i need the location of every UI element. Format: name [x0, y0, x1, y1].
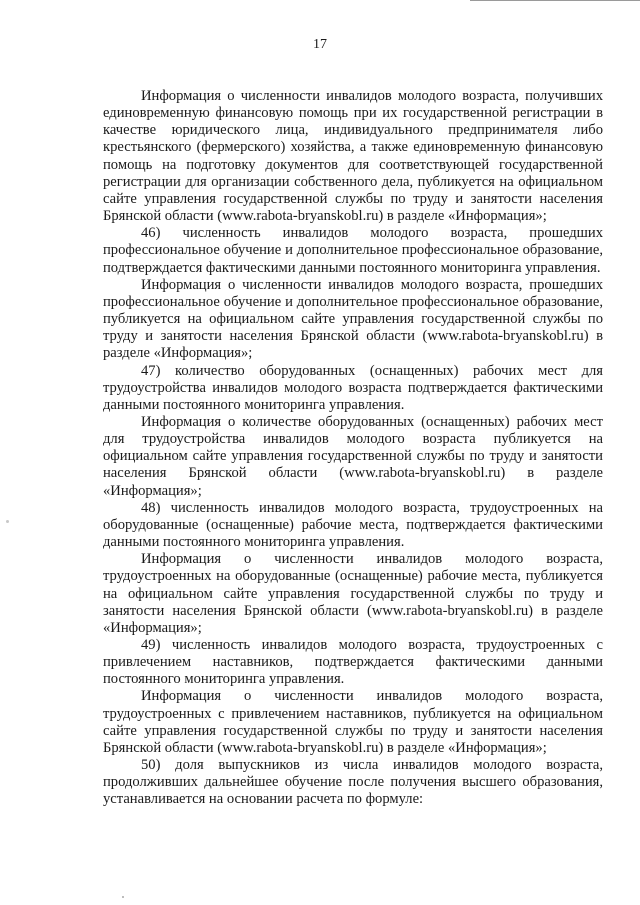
document-body: [103, 88, 603, 809]
paragraph-info-training: Информация о численности инвалидов молодого возраста, прошедших профессиональное обучение и дополнительное профессиональное образование, публикуется на официальном сайте управления государственной службы по труду и занятости населения Брянской области (www.rabota-bryanskobl.ru) в разделе «Информация»;: [103, 276, 603, 362]
paragraph-item-47: 47) количество оборудованных (оснащенных) рабочих мест для трудоустройства инвалидов молодого возраста подтверждается фактическими данными постоянного мониторинга управления.: [103, 362, 603, 413]
paragraph-info-mentors: Информация о численности инвалидов молодого возраста, трудоустроенных с привлечением наставников, публикуется на официальном сайте управления государственной службы по труду и занятости населения Брянской области (www.rabota-bryanskobl.ru) в разделе «Информация»;: [103, 688, 603, 756]
paragraph-item-46: 46) численность инвалидов молодого возраста, прошедших профессиональное обучение и дополнительное профессиональное образование, подтверждается фактическими данными постоянного мониторинга управления.: [103, 225, 603, 276]
paragraph-item-49: 49) численность инвалидов молодого возраста, трудоустроенных с привлечением наставников, подтверждается фактическими данными постоянного мониторинга управления.: [103, 637, 603, 688]
paragraph-info-workplaces: Информация о количестве оборудованных (оснащенных) рабочих мест для трудоустройства инвалидов молодого возраста публикуется на официальном сайте управления государственной службы по труду и занятости населения Брянской области (www.rabota-bryanskobl.ru) в разделе «Информация»;: [103, 413, 603, 499]
scan-speck: [122, 896, 124, 898]
paragraph-info-employed-workplaces: Информация о численности инвалидов молодого возраста, трудоустроенных на оборудованные (оснащенные) рабочие места, публикуется на официальном сайте управления государственной службы по труду и занятости населения Брянской области (www.rabota-bryanskobl.ru) в разделе «Информация»;: [103, 551, 603, 636]
paragraph-info-financial-aid: Информация о численности инвалидов молодого возраста, получивших единовременную финансовую помощь при их государственной регистрации в качестве юридического лица, индивидуального предпринимателя либо крестьянского (фермерского) хозяйства, а также единовременную финансовую помощь на подготовку документов для соответствующей государственной регистрации для организации собственного дела, публикуется на официальном сайте управления государственной службы по труду и занятости населения Брянской области (www.rabota-bryanskobl.ru) в разделе «Информация»;: [103, 88, 603, 225]
paragraph-item-48: 48) численность инвалидов молодого возраста, трудоустроенных на оборудованные (оснащенные) рабочие места, подтверждается фактическими данными постоянного мониторинга управления.: [103, 499, 603, 551]
scan-edge-line: [470, 0, 640, 1]
paragraph-item-50: 50) доля выпускников из числа инвалидов молодого возраста, продолживших дальнейшее обучение после получения высшего образования, устанавливается на основании расчета по формуле:: [103, 757, 603, 808]
page-number: 17: [313, 37, 327, 52]
scan-speck: [6, 520, 9, 523]
